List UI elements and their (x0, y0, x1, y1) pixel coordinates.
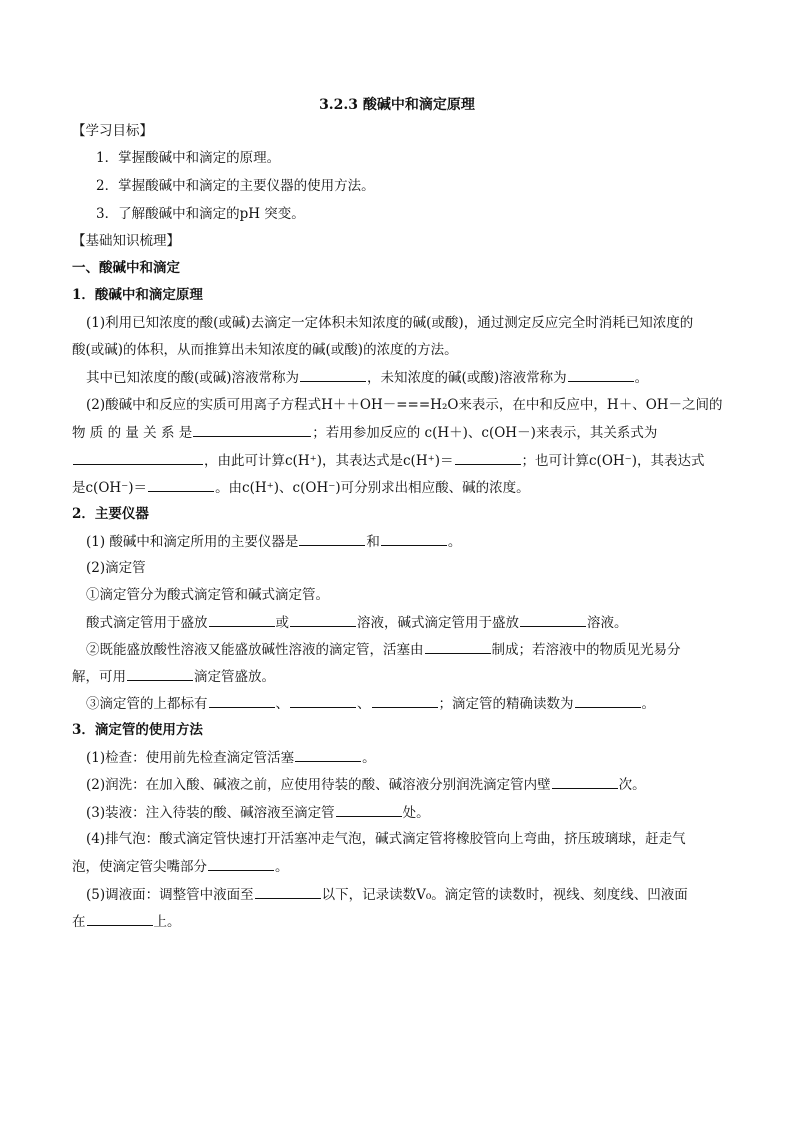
paragraph-line: 其中已知浓度的酸(或碱)溶液常称为 ，未知浓度的碱(或酸)溶液常称为 。 (86, 367, 648, 388)
fill-blank[interactable] (575, 693, 641, 708)
fill-blank[interactable] (520, 612, 586, 627)
paragraph-line: (1)利用已知浓度的酸(或碱)去滴定一定体积未知浓度的碱(或酸)，通过测定反应完全时消耗已知浓度的 (86, 315, 694, 331)
fill-blank[interactable] (208, 856, 274, 871)
fill-blank[interactable] (290, 612, 356, 627)
goals-header: 【学习目标】 (72, 123, 153, 139)
fill-blank[interactable] (295, 747, 361, 762)
paragraph-line: (1)检查：使用前先检查滴定管活塞 。 (86, 747, 376, 768)
fill-blank[interactable] (193, 422, 311, 437)
basics-header: 【基础知识梳理】 (72, 233, 180, 249)
fill-blank[interactable] (381, 531, 447, 546)
fill-blank[interactable] (372, 693, 438, 708)
goal-item: 2．掌握酸碱中和滴定的主要仪器的使用方法。 (96, 178, 375, 194)
paragraph-line: (2)滴定管 (86, 560, 146, 576)
fill-blank[interactable] (255, 884, 321, 899)
fill-blank[interactable] (299, 531, 365, 546)
fill-blank[interactable] (73, 450, 203, 465)
subsection-heading: 3．滴定管的使用方法 (72, 722, 203, 738)
paragraph-line: ，由此可计算c(H⁺)，其表达式是c(H⁺)＝ ；也可计算c(OH⁻)，其表达式 (72, 450, 705, 471)
paragraph-line: (3)装液：注入待装的酸、碱溶液至滴定管 处。 (86, 802, 430, 823)
paragraph-line: ①滴定管分为酸式滴定管和碱式滴定管。 (86, 587, 329, 603)
section-heading: 一、酸碱中和滴定 (72, 260, 180, 276)
paragraph-line: 在 上。 (72, 911, 181, 932)
paragraph-line: 是c(OH⁻)＝ 。由c(H⁺)、c(OH⁻)可分别求出相应酸、碱的浓度。 (72, 477, 530, 498)
fill-blank[interactable] (455, 450, 521, 465)
subsection-heading: 1．酸碱中和滴定原理 (72, 287, 203, 303)
paragraph-line: 酸(或碱)的体积，从而推算出未知浓度的碱(或酸)的浓度的方法。 (72, 342, 458, 358)
fill-blank[interactable] (209, 612, 275, 627)
paragraph-line: 泡，使滴定管尖嘴部分 。 (72, 856, 289, 877)
goal-item: 3．了解酸碱中和滴定的pH 突变。 (96, 206, 305, 222)
goal-item: 1．掌握酸碱中和滴定的原理。 (96, 150, 281, 166)
fill-blank[interactable] (148, 477, 214, 492)
fill-blank[interactable] (336, 802, 402, 817)
page-title: 3.2.3 酸碱中和滴定原理 (319, 97, 475, 113)
subsection-heading: 2．主要仪器 (72, 506, 149, 522)
fill-blank[interactable] (425, 639, 491, 654)
fill-blank[interactable] (87, 911, 153, 926)
fill-blank[interactable] (209, 693, 275, 708)
fill-blank[interactable] (552, 774, 618, 789)
paragraph-line: ③滴定管的上都标有 、 、 ；滴定管的精确读数为 。 (86, 693, 655, 714)
fill-blank[interactable] (568, 367, 634, 382)
paragraph-line: ②既能盛放酸性溶液又能盛放碱性溶液的滴定管，活塞由 制成；若溶液中的物质见光易分 (86, 639, 681, 660)
paragraph-line: (4)排气泡：酸式滴定管快速打开活塞冲走气泡，碱式滴定管将橡胶管向上弯曲，挤压玻璃球，赶走气 (86, 831, 686, 847)
paragraph-line: 物 质 的 量 关 系 是 ；若用参加反应的 c(H＋)、c(OH－)来表示，其关系式为 (72, 422, 657, 443)
paragraph-line: 酸式滴定管用于盛放 或 溶液，碱式滴定管用于盛放 溶液。 (86, 612, 628, 633)
paragraph-line: (5)调液面：调整管中液面至 以下，记录读数V₀。滴定管的读数时，视线、刻度线、凹液面 (86, 884, 688, 905)
fill-blank[interactable] (290, 693, 356, 708)
paragraph-line: (2)润洗：在加入酸、碱液之前，应使用待装的酸、碱溶液分别润洗滴定管内壁 次。 (86, 774, 646, 795)
fill-blank[interactable] (300, 367, 366, 382)
paragraph-line: 解，可用 滴定管盛放。 (72, 666, 275, 687)
fill-blank[interactable] (127, 666, 193, 681)
paragraph-line: (1) 酸碱中和滴定所用的主要仪器是 和 。 (86, 531, 461, 552)
paragraph-line: (2)酸碱中和反应的实质可用离子方程式H＋＋OH－===H₂O来表示，在中和反应中，H＋、OH－之间的 (86, 397, 723, 413)
